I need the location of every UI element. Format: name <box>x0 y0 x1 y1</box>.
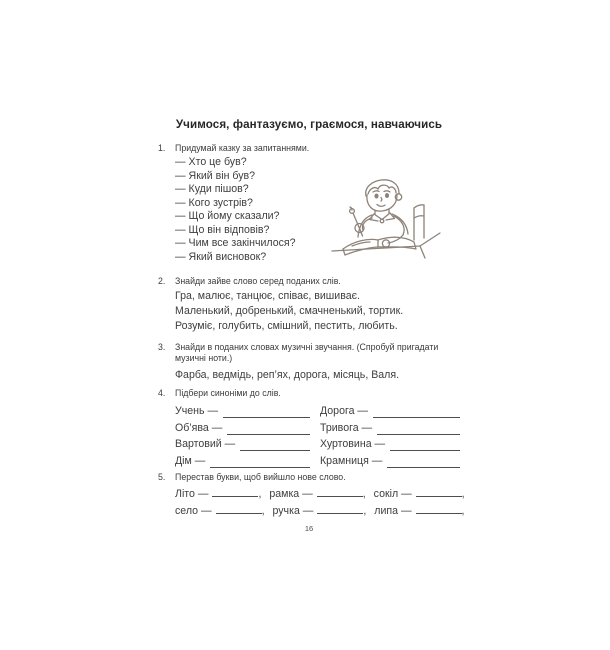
anagram-entry <box>374 505 464 517</box>
word-label: Дорога — <box>320 405 369 418</box>
word-row: Розуміє, голубить, смішний, пестить, любить. <box>175 320 398 332</box>
exercise-4-head <box>158 388 460 399</box>
synonym-pair <box>320 402 460 418</box>
answer-blank <box>377 424 460 435</box>
answer-blank <box>416 504 462 514</box>
anagram-entry <box>272 505 366 517</box>
exercise-number: 4. <box>158 388 166 398</box>
answer-blank <box>240 440 310 451</box>
synonym-pair <box>175 451 310 467</box>
comma: , <box>461 487 465 500</box>
word-row: Маленький, добренький, смачненький, тортик. <box>175 305 404 317</box>
anagram-rows <box>158 486 465 520</box>
word-label: Літо — <box>175 487 209 500</box>
word-label: село — <box>175 504 212 517</box>
question-line: — Який висновок? <box>175 250 267 263</box>
answer-blank <box>216 504 262 514</box>
exercise-2 <box>158 276 460 334</box>
exercise-prompt: Знайди зайве слово серед поданих слів. <box>175 276 341 286</box>
synonym-pair <box>320 418 460 434</box>
word-label: Вартовий — <box>175 438 236 451</box>
exercise-2-head <box>158 276 460 287</box>
page-title: Учимося, фантазуємо, граємося, навчаючись <box>175 118 443 131</box>
word-rows <box>158 289 460 334</box>
question-line: — Що він відповів? <box>175 223 270 236</box>
exercise-number: 1. <box>158 143 166 153</box>
anagram-entry <box>175 488 261 500</box>
answer-blank <box>390 440 460 451</box>
word-label: рамка — <box>269 487 313 500</box>
boy-writing-illustration <box>330 166 476 274</box>
anagram-entry <box>175 505 265 517</box>
synonym-pair <box>175 402 310 418</box>
word-row: Гра, малює, танцює, співає, вишиває. <box>175 290 360 302</box>
book <box>343 237 416 255</box>
anagram-row <box>175 503 465 520</box>
word-label: Об’ява — <box>175 421 223 434</box>
comma: , <box>363 504 367 517</box>
exercise-5 <box>158 471 465 520</box>
exercise-number: 5. <box>158 471 166 482</box>
synonym-pair <box>320 451 460 467</box>
comma: , <box>362 487 366 500</box>
page-number: 16 <box>304 523 314 533</box>
word-row: Фарба, ведмідь, реп’ях, дорога, місяць, Валя. <box>175 369 400 381</box>
exercise-4 <box>158 388 460 468</box>
synonym-pair-grid <box>175 402 460 468</box>
comma: , <box>258 487 262 500</box>
exercise-prompt: Підбери синоніми до слів. <box>175 388 281 398</box>
exercise-prompt: Знайди в поданих словах музичні звучання. (Спробуй пригадати музичні ноти.) <box>175 342 439 363</box>
answer-blank <box>373 407 460 418</box>
exercise-3-head <box>158 342 460 364</box>
question-line: — Хто це був? <box>175 156 247 168</box>
word-rows <box>158 368 460 383</box>
question-line: — Що йому сказали? <box>175 210 280 222</box>
exercise-1-head <box>158 143 460 154</box>
chair <box>414 205 424 240</box>
comma: , <box>261 504 265 517</box>
answer-blank <box>227 424 310 435</box>
answer-blank <box>387 457 460 468</box>
synonym-pair <box>175 418 310 434</box>
word-label: Тривога — <box>320 421 373 434</box>
answer-blank <box>317 504 363 514</box>
exercise-number: 3. <box>158 342 166 352</box>
anagram-entry <box>374 488 465 500</box>
word-label: липа — <box>374 504 412 517</box>
question-line: — Куди пішов? <box>175 183 249 195</box>
comma: , <box>461 504 465 517</box>
word-label: сокіл — <box>373 487 412 500</box>
question-line: — Який він був? <box>175 169 256 182</box>
answer-blank <box>212 487 258 497</box>
answer-blank <box>416 487 462 497</box>
question-line: — Чим все закінчилося? <box>175 237 296 249</box>
exercise-prompt: Перестав букви, щоб вийшло нове слово. <box>175 471 346 482</box>
answer-blank <box>317 487 363 497</box>
exercise-prompt: Придумай казку за запитаннями. <box>175 143 310 153</box>
anagram-entry <box>269 488 365 500</box>
question-line: — Кого зустрів? <box>175 196 253 209</box>
exercise-5-head <box>158 472 460 483</box>
anagram-row <box>175 486 465 503</box>
word-label: Дім — <box>175 454 206 467</box>
word-label: Хуртовина — <box>320 438 386 451</box>
word-label: ручка — <box>272 504 314 517</box>
answer-blank <box>223 407 310 418</box>
answer-blank <box>210 457 310 468</box>
word-label: Крамниця — <box>320 454 383 467</box>
synonym-pair <box>175 435 310 451</box>
word-label: Учень — <box>175 405 219 418</box>
exercise-3 <box>158 342 460 383</box>
synonym-pair <box>320 435 460 451</box>
exercise-number: 2. <box>158 276 166 286</box>
